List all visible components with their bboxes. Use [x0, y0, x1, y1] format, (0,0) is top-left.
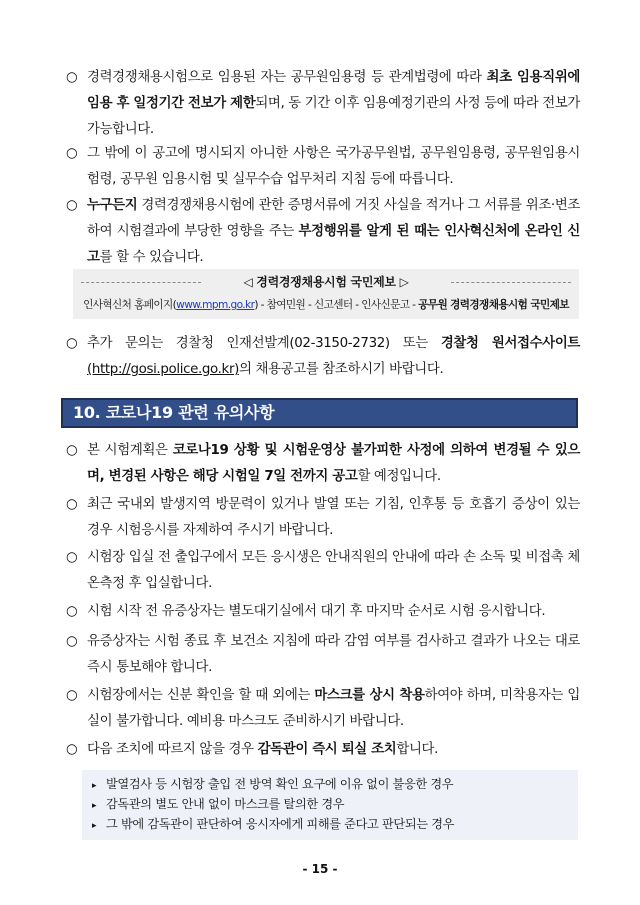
report-info-box	[73, 269, 579, 319]
emphasized-text: 마스크를 상시 착용	[314, 688, 425, 703]
emphasized-text: 부정행위를 알게 된 때는 인사혁신처에 온라인 신고	[87, 224, 581, 265]
text-run: 할 예정입니다.	[357, 469, 441, 484]
item-text	[87, 492, 580, 544]
text-run: 되며, 동 기간 이후 임용예정기관의 사정 등에 따라 전보가 가능합니다.	[87, 96, 580, 137]
text-run: 본 시험계획은	[87, 443, 173, 458]
text-run: 경력경쟁채용시험에 관한 증명서류에 거짓 사실을 적거나 그 서류를 위조·변조하여 시험결과에 부당한 영향을 주는	[87, 198, 580, 239]
notice-line: ▸ 그 밖에 감독관이 판단하여 응시자에게 피해를 준다고 판단되는 경우	[92, 815, 454, 835]
bullet-marker: ○	[66, 198, 78, 213]
emphasized-text: 감독관이 즉시 퇴실 조치	[257, 742, 397, 757]
item-text	[87, 438, 580, 490]
text-run: 의 채용공고를 참조하시기 바랍니다.	[238, 362, 444, 377]
emphasized-text: 누구든지	[87, 198, 138, 213]
notice-line: ▸ 발열검사 등 시험장 출입 전 방역 확인 요구에 이유 없이 불응한 경우	[92, 775, 453, 795]
item-symptoms	[66, 492, 580, 544]
triangle-marker-icon: ▸	[92, 821, 97, 831]
item-plan-change	[66, 438, 580, 490]
text-run: 합니다.	[396, 742, 439, 757]
text-run: 다음 조치에 따르지 않을 경우	[87, 742, 258, 757]
text-run: 경력경쟁채용시험으로 임용된 자는 공무원임용령 등 관계법령에 따라	[87, 70, 487, 85]
text-run: 시험장에서는 신분 확인을 할 때 외에는	[87, 688, 315, 703]
item-symptomatic-wait	[66, 599, 580, 625]
report-title-row	[73, 273, 579, 291]
bullet-marker: ○	[66, 742, 78, 757]
item-text	[87, 737, 580, 763]
bullet-marker: ○	[66, 604, 78, 619]
item-infection-report	[66, 629, 580, 681]
emphasized-text: 최초 임용직위에 임용 후 일정기간 전보가 제한	[87, 70, 580, 111]
item-removal-measure	[66, 737, 580, 763]
text-run: 하여야 하며, 미착용자는 입실이 불가합니다. 예비용 마스크도 준비하시기 바랍니다.	[87, 688, 580, 729]
item-text	[87, 193, 580, 271]
bullet-marker: ○	[66, 336, 78, 351]
mpm-website-link[interactable]: www.mpm.go.kr	[176, 299, 255, 311]
divider	[81, 282, 201, 283]
item-text	[87, 599, 580, 625]
text-run: 그 밖에 이 공고에 명시되지 아니한 사항은 국가공무원법, 공무원임용령, 공무원임용시험령, 공무원 임용시험 및 실무수습 업무처리 지침 등에 따릅니다.	[87, 146, 580, 187]
text-run: 시험장 입실 전 출입구에서 모든 응시생은 안내직원의 안내에 따라 손 소독 및 비접촉 체온측정 후 입실합니다.	[87, 550, 580, 591]
item-mask-required	[66, 683, 580, 735]
report-path-target: 공무원 경력경쟁채용시험 국민제보	[418, 299, 569, 311]
text-run: 시험 시작 전 유증상자는 별도대기실에서 대기 후 마지막 순서로 시험 응시합니다.	[87, 604, 546, 619]
item-entry-check	[66, 545, 580, 597]
item-text	[87, 683, 580, 735]
report-path-prefix: 인사혁신처 홈페이지(	[83, 299, 177, 311]
emphasized-text: 코로나19 상황 및 시험운영상 불가피한 사정에 의하여 변경될 수 있으며, 변경된 사항은 해당 시험일 7일 전까지 공고	[87, 443, 581, 484]
page-number: - 15 -	[302, 862, 338, 876]
report-title: ◁ 경력경쟁채용시험 국민제보 ▷	[238, 275, 415, 289]
item-inquiry	[66, 331, 580, 383]
text-run: 를 할 수 있습니다.	[99, 250, 204, 265]
bullet-marker: ○	[66, 443, 78, 458]
triangle-marker-icon: ▸	[92, 801, 97, 811]
removal-conditions-box	[82, 770, 578, 840]
triangle-marker-icon: ▸	[92, 781, 97, 791]
bullet-marker: ○	[66, 550, 78, 565]
text-run: 최근 국내외 발생지역 방문력이 있거나 발열 또는 기침, 인후통 등 호흡기 증상이 있는 경우 시험응시를 자제하여 주시기 바랍니다.	[87, 497, 580, 538]
bullet-marker: ○	[66, 70, 78, 85]
item-fraud-report	[66, 193, 580, 271]
bullet-marker: ○	[66, 688, 78, 703]
item-text	[87, 545, 580, 597]
bullet-marker: ○	[66, 634, 78, 649]
report-path	[73, 297, 579, 312]
text-run: 추가 문의는 경찰청 인재선발계(02-3150-2732) 또는	[87, 336, 441, 351]
report-path-middle: ) - 참여민원 - 신고센터 - 인사신문고 -	[254, 299, 419, 311]
divider	[451, 282, 571, 283]
section-header-covid: 10. 코로나19 관련 유의사항	[61, 398, 578, 428]
bullet-marker: ○	[66, 146, 78, 161]
text-run: 유증상자는 시험 종료 후 보건소 지침에 따라 감염 여부를 검사하고 결과가 나오는 대로 즉시 통보해야 합니다.	[87, 634, 580, 675]
item-other-regulations	[66, 141, 580, 193]
url-text: (http://gosi.police.go.kr)	[87, 362, 239, 377]
item-text	[87, 629, 580, 681]
bullet-marker: ○	[66, 497, 78, 512]
notice-line: ▸ 감독관의 별도 안내 없이 마스크를 탈의한 경우	[92, 795, 344, 815]
item-text	[87, 141, 580, 193]
item-transfer-restriction	[66, 65, 580, 143]
item-text	[87, 331, 580, 383]
emphasized-text: 경찰청 원서접수사이트	[440, 336, 580, 351]
item-text	[87, 65, 580, 143]
